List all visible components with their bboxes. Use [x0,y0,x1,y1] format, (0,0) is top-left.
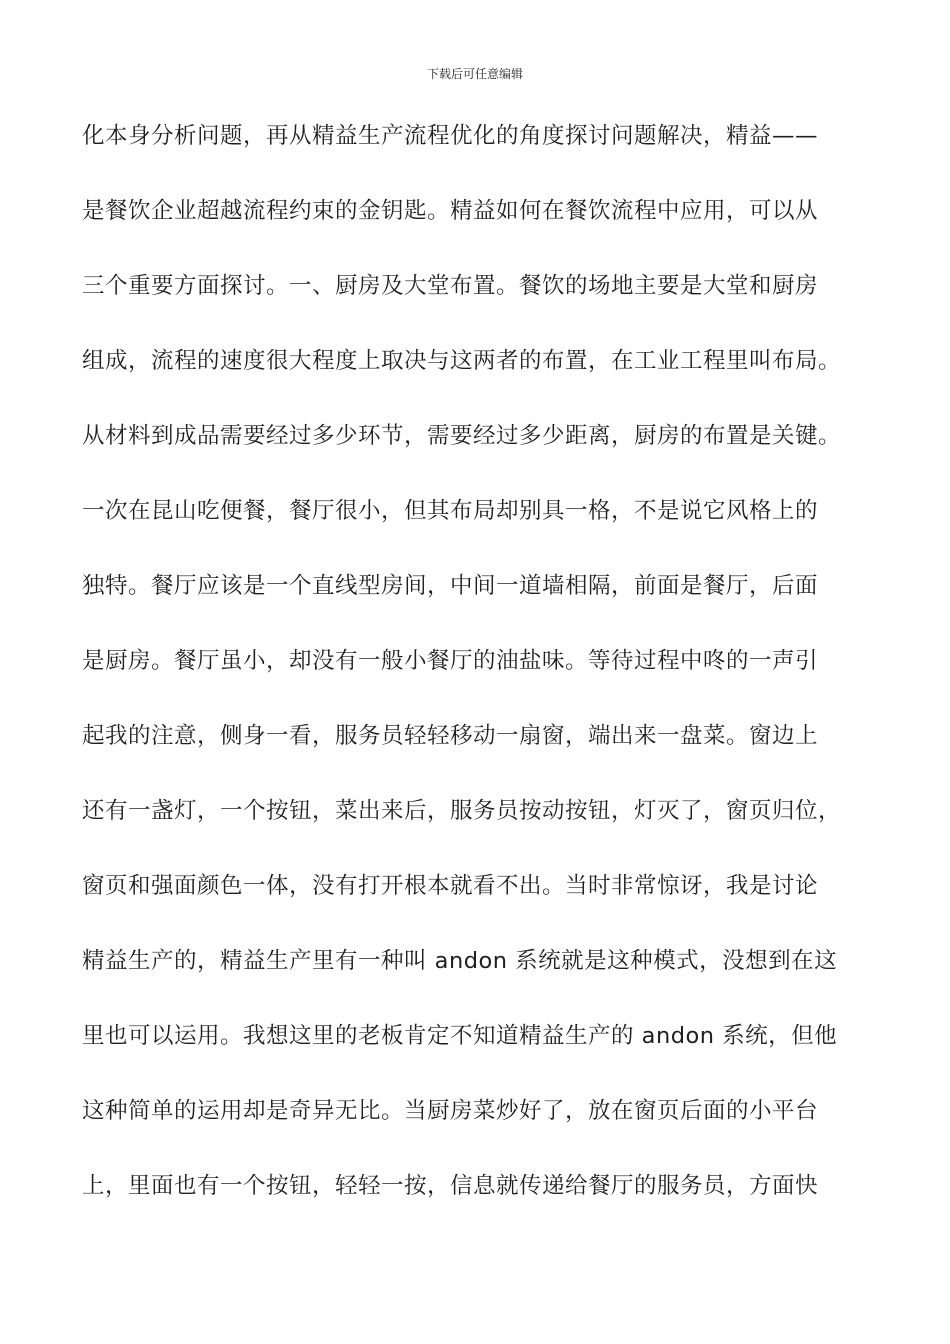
paragraph-line: 是餐饮企业超越流程约束的金钥匙。精益如何在餐饮流程中应用，可以从 [82,198,819,224]
paragraph-line: 从材料到成品需要经过多少环节，需要经过多少距离，厨房的布置是关键。 [82,423,842,449]
paragraph-line: 里也可以运用。我想这里的老板肯定不知道精益生产的 andon 系统，但他 [82,1023,838,1049]
paragraph-line: 三个重要方面探讨。一、厨房及大堂布置。餐饮的场地主要是大堂和厨房 [82,273,819,299]
paragraph-line: 窗页和强面颜色一体，没有打开根本就看不出。当时非常惊讶，我是讨论 [82,873,819,899]
paragraph-line: 是厨房。餐厅虽小，却没有一般小餐厅的油盐味。等待过程中咚的一声引 [82,648,819,674]
paragraph-line: 组成，流程的速度很大程度上取决与这两者的布置，在工业工程里叫布局。 [82,348,842,374]
paragraph-line: 这种简单的运用却是奇异无比。当厨房菜炒好了，放在窗页后面的小平台 [82,1098,819,1124]
paragraph-line: 精益生产的，精益生产里有一种叫 andon 系统就是这种模式，没想到在这 [82,948,838,974]
paragraph-line: 一次在昆山吃便餐，餐厅很小，但其布局却别具一格，不是说它风格上的 [82,498,819,524]
paragraph-line: 上，里面也有一个按钮，轻轻一按，信息就传递给餐厅的服务员，方面快 [82,1173,819,1199]
page-header: 下载后可任意编辑 [426,67,523,81]
paragraph-line: 起我的注意，侧身一看，服务员轻轻移动一扇窗，端出来一盘菜。窗边上 [82,723,819,749]
paragraph-line: 还有一盏灯，一个按钮，菜出来后，服务员按动按钮，灯灭了，窗页归位， [82,798,842,824]
paragraph-line: 化本身分析问题，再从精益生产流程优化的角度探讨问题解决，精益—— [82,123,819,149]
paragraph-line: 独特。餐厅应该是一个直线型房间，中间一道墙相隔，前面是餐厅，后面 [82,573,819,599]
